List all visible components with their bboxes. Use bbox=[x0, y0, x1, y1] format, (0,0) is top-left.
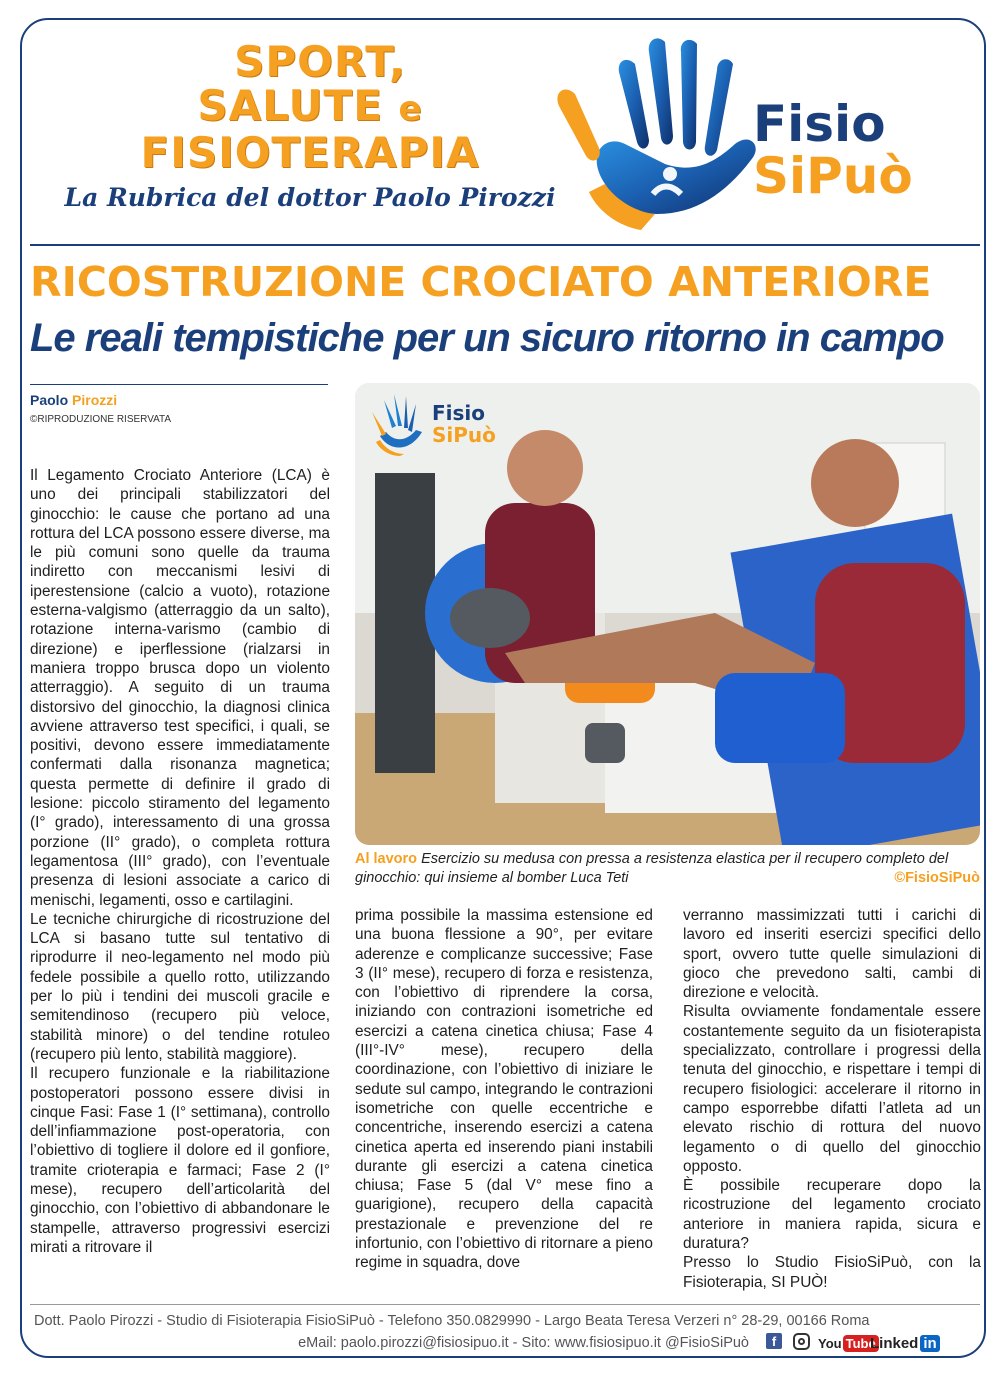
byline bbox=[30, 392, 117, 408]
paragraph: prima possibile la massima estensione ed una buona flessione a 90°, per evitare aderenze e complicanze successive; Fase 3 (II° mese), recupero di forza e resistenza, con l’obiettivo di riprendere la corsa, iniziando con contrazioni isometriche ed esercizi a catena cinetica chiusa; Fase 4 (III°-IV° mese), recupero della coordinazione, con l’obiettivo di iniziare le sedute sul campo, integrando le contrazioni isometriche con quelle eccentriche e concentriche, inserendo esercizi a catena cinetica aperta ed inserendo piani instabili durante gli esercizi a catena cinetica chiusa; Fase 5 (dal V° mese fino a guarigione), recupero della capacità prestazionale e prevenzione del re infortunio, con l’obiettivo di ritornare a pieno regime in squadra, dove bbox=[355, 907, 653, 1272]
logo-sipuo: SiPuò bbox=[753, 147, 913, 205]
instagram-icon[interactable] bbox=[793, 1333, 810, 1350]
caption-text: Esercizio su medusa con pressa a resistenza elastica per il recupero completo del ginocchio: qui insieme al bomber Luca Teti bbox=[355, 851, 949, 886]
article-column-2 bbox=[355, 906, 653, 1273]
paragraph: Le tecniche chirurgiche di ricostruzione del LCA si basano tutte sul tentativo di riprodurre il neo-legamento nel modo più fedele possibile a quello rotto, utilizzando per lo più i tendini dei muscoli gracile e semitendinoso (recupero più veloce, stabilità minore) o del tendine rotuleo (recupero più lento, stabilità maggiore). bbox=[30, 910, 330, 1063]
article-column-1 bbox=[30, 466, 330, 1257]
facebook-icon[interactable]: f bbox=[766, 1333, 782, 1349]
photo-credit: ©FisioSiPuò bbox=[894, 870, 980, 886]
paragraph: Risulta ovviamente fondamentale essere costantemente seguito da un fisioterapista specializzato, controllare i progressi della tenuta del ginocchio, e rispettare i tempi di recupero fisiologici: accelerare il ritorno in campo esporrebbe difatti l’atleta ad un elevato rischio di rottura del nuovo legamento o di quello del ginocchio opposto. bbox=[683, 1003, 981, 1175]
paragraph: È possibile recuperare dopo la ricostruzione del legamento crociato anteriore in maniera rapida, sicura e duratura? bbox=[683, 1177, 981, 1253]
youtube-you: You bbox=[818, 1335, 842, 1351]
masthead-line-2 bbox=[40, 81, 580, 131]
author-last-name: Pirozzi bbox=[72, 392, 118, 408]
footer-contact: Dott. Paolo Pirozzi - Studio di Fisioterapia FisioSiPuò - Telefono 350.0829990 - Largo Beata Teresa Verzeri n° 28-29, 00166 Roma bbox=[34, 1313, 870, 1329]
masthead-e: e bbox=[398, 89, 423, 129]
masthead-salute: SALUTE bbox=[197, 81, 383, 130]
article-column-3 bbox=[683, 906, 981, 1292]
masthead-divider bbox=[30, 244, 980, 246]
linkedin-in: in bbox=[920, 1335, 939, 1352]
photo-logo bbox=[370, 392, 550, 462]
paragraph: Il recupero funzionale e la riabilitazione postoperatori possono essere divisi in cinque Fasi: Fase 1 (I° settimana), controllo dell’infiammazione post-operatoria, con l’obiettivo di togliere il dolore ed il gonfiore, tramite crioterapia e farmaci; Fase 2 (I° mese), recupero dell’articolarità del ginocchio, con l’obiettivo di abbandonare le stampelle, attraverso progressivi esercizi mirati a ritrovare il bbox=[30, 1065, 330, 1256]
hand-logo-icon bbox=[370, 392, 430, 456]
masthead-subtitle: La Rubrica del dottor Paolo Pirozzi bbox=[64, 183, 556, 212]
copyright-note: ©RIPRODUZIONE RISERVATA bbox=[30, 414, 172, 425]
paragraph: Il Legamento Crociato Anteriore (LCA) è uno dei principali stabilizzatori del ginocchio: le cause che portano ad una rottura del LCA possono essere diverse, ma le più comuni sono quelle da trauma indiretto con meccanismi lesivi di iperestensione (calcio a vuoto), rotazione esterna-valgismo (atterraggio da un salto), rotazione interna-varismo (cambio di direzione) e iperflessione (rialzarsi in maniera troppo brusca dopo un violento atterraggio). A seguito di un trauma distorsivo del ginocchio, la diagnosi clinica avviene attraverso test specifici, i quali, se positivi, devono essere immediatamente confermati dalla risonanza magnetica; questa permette di definire il grado di lesione: piccolo stiramento del legamento (I° grado), interessamento di una grossa porzione (II° grado), o completa rottura legamentosa (III° grado), con l’eventuale presenza di lesioni associate a carico di menischi, legamenti, osso e cartilagini. bbox=[30, 467, 330, 909]
masthead-line-3: FISIOTERAPIA bbox=[140, 128, 480, 177]
paragraph: verranno massimizzati tutti i carichi di lavoro ed inseriti esercizi specifici dello sport, ovvero tutte quelle simulazioni di gioco che prevedono salti, cambi di direzione e velocità. bbox=[683, 907, 981, 1002]
linkedin-icon[interactable] bbox=[870, 1333, 940, 1353]
byline-divider bbox=[30, 384, 328, 385]
article-headline: RICOSTRUZIONE CROCIATO ANTERIORE bbox=[30, 258, 932, 306]
logo-wordmark bbox=[753, 95, 913, 205]
masthead bbox=[40, 37, 580, 240]
caption-title: Al lavoro bbox=[355, 851, 418, 867]
logo-fisio: Fisio bbox=[753, 95, 886, 153]
footer-email-site bbox=[298, 1335, 749, 1351]
author-first-name: Paolo bbox=[30, 392, 69, 408]
youtube-tube: Tube bbox=[843, 1335, 879, 1352]
footer-email-text: eMail: paolo.pirozzi@fisiosipuo.it - Sito: www.fisiosipuo.it @FisioSiPuò bbox=[298, 1335, 749, 1351]
photo-caption bbox=[355, 850, 980, 888]
article-subheadline: Le reali tempistiche per un sicuro ritorno in campo bbox=[30, 316, 944, 360]
photo-logo-fisio: Fisio bbox=[432, 401, 486, 425]
photo-logo-sipuo: SiPuò bbox=[432, 423, 496, 447]
linkedin-linked: Linked bbox=[870, 1334, 919, 1352]
paragraph: Presso lo Studio FisioSiPuò, con la Fisioterapia, SI PUÒ! bbox=[683, 1254, 981, 1291]
masthead-line-1: SPORT, bbox=[234, 37, 406, 86]
footer-divider bbox=[30, 1304, 980, 1305]
